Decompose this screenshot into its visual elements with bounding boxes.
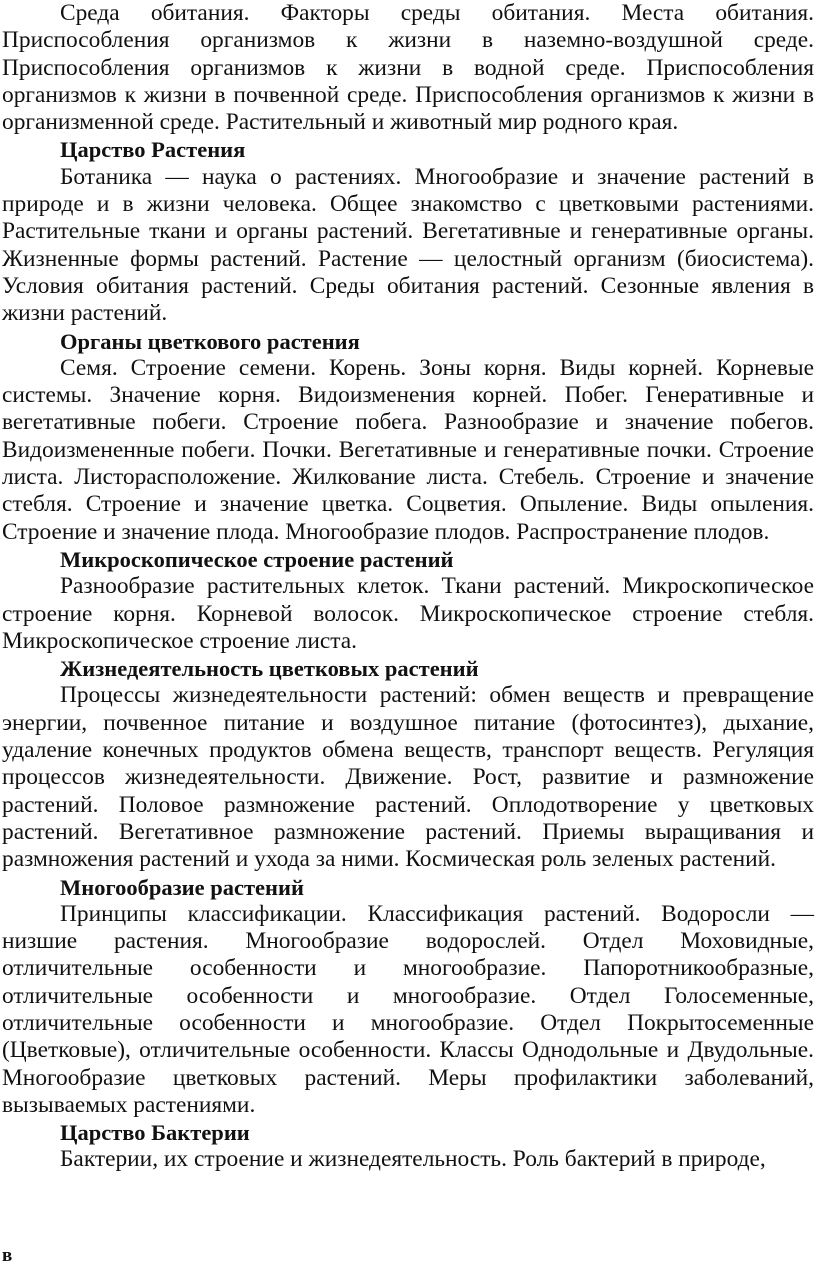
section-heading-plant-diversity: Многообразие растений [60,874,304,900]
section-text-plant-life-processes: Процессы жизнедеятельности растений: обмен веществ и превращение энергии, почвенное питание и воздушное питание (фотосинтез), дыхание, удаление конечных продуктов обмена веществ, транспорт веществ. Регуляция процессов жизнедеятельности. Движение. Рост, развитие и размножение растений. Половое размножение растений. Оплодотворение у цветковых растений. Вегетативное размножение растений. Приемы выращивания и размножения растений и ухода за ними. Космическая роль зеленых растений. [2,682,814,873]
section-text-bacteria-kingdom: Бактерии, их строение и жизнедеятельность. Роль бактерий в природе, [60,1146,766,1173]
intro-paragraph: Среда обитания. Факторы среды обитания. Места обитания. Приспособления организмов к жизни в наземно-воздушной среде. Приспособления организмов к жизни в водной среде. Приспособления организмов к жизни в почвенной среде. Приспособления организмов к жизни в организменной среде. Растительный и животный мир родного края. [2,0,814,136]
section-text-plants-kingdom: Ботаника — наука о растениях. Многообразие и значение растений в природе и в жизни человека. Общее знакомство с цветковыми растениями. Растительные ткани и органы растений. Вегетативные и генеративные органы. Жизненные формы растений. Растение — целостный организм (биосистема). Условия обитания растений. Среды обитания растений. Сезонные явления в жизни растений. [2,163,814,327]
overflow-text-fragment: в [2,1245,13,1266]
section-text-microscopic-structure: Разнообразие растительных клеток. Ткани растений. Микроскопическое строение корня. Корневой волосок. Микроскопическое строение стебля. Микроскопическое строение листа. [2,573,814,654]
section-heading-microscopic-structure: Микроскопическое строение растений [60,546,454,572]
section-heading-flowering-plant-organs: Органы цветкового растения [60,328,360,354]
section-text-plant-diversity: Принципы классификации. Классификация растений. Водоросли — низшие растения. Многообразие водорослей. Отдел Моховидные, отличительные особенности и многообразие. Папоротникообразные, отличительные особенности и многообразие. Отдел Голосеменные, отличительные особенности и многообразие. Отдел Покрытосеменные (Цветковые), отличительные особенности. Классы Однодольные и Двудольные. Многообразие цветковых растений. Меры профилактики заболеваний, вызываемых растениями. [2,900,814,1118]
section-heading-plant-life-processes: Жизнедеятельность цветковых растений [60,656,479,682]
section-text-flowering-plant-organs: Семя. Строение семени. Корень. Зоны корня. Виды корней. Корневые системы. Значение корня. Видоизменения корней. Побег. Генеративные и вегетативные побеги. Строение побега. Разнообразие и значение побегов. Видоизмененные побеги. Почки. Вегетативные и генеративные почки. Строение листа. Листорасположение. Жилкование листа. Стебель. Строение и значение стебля. Строение и значение цветка. Соцветия. Опыление. Виды опыления. Строение и значение плода. Многообразие плодов. Распространение плодов. [2,354,814,545]
document-page [2,0,814,1174]
section-heading-bacteria-kingdom: Царство Бактерии [60,1120,250,1146]
section-heading-plants-kingdom: Царство Растения [60,137,246,163]
